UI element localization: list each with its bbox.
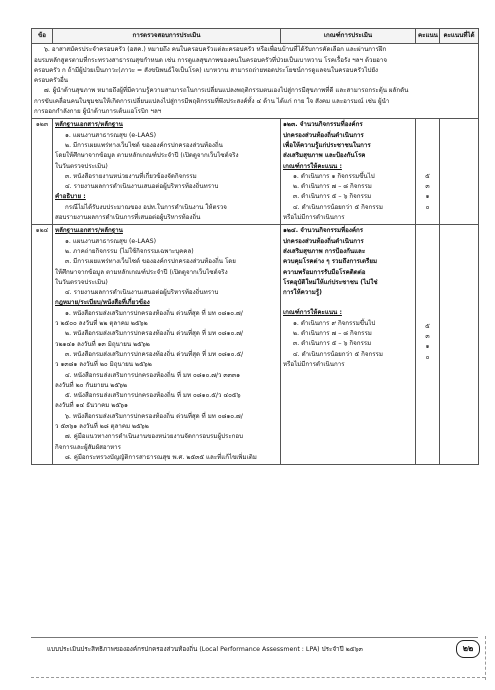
score-value: ๐ (425, 353, 430, 361)
criteria-title-line: ปกครองส่วนท้องถิ่นดำเนินการ (283, 237, 364, 245)
criteria-line: ๓. ดำเนินการ ๕ – ๖ กิจกรรม (293, 193, 372, 201)
score-got-cell (440, 225, 479, 465)
score-value: ๐ (425, 203, 430, 211)
criteria-title-line: ควบคุมโรคต่าง ๆ รวมถึงการเตรียม (283, 258, 378, 266)
intro-line: ๗. ผู้นำด้านสุขภาพ หมายถึงผู้ที่มีความรู้ความสามารถในการเปลี่ยนแปลงพฤติกรรมตนเองไปสู่การมีสุขภาพที่ดี และสามารถกระตุ้น ผลักดัน (44, 87, 409, 95)
criteria-title-line: การให้ความรู้) (283, 289, 322, 297)
criteria-line: ๔. ดำเนินการน้อยกว่า ๕ กิจกรรม (293, 203, 383, 211)
note-line: กรณีไม่ได้รับงบประมาณของ อปท.ในการดำเนินงาน ให้ตรวจ (65, 203, 227, 211)
intro-line: อบรมหลักสูตรตามที่กระทรวงสาธารณสุขกำหนด เช่น การดูแลสุขภาพของคนในครอบครัวที่ป่วยเป็นเบาหวาน โรคเรื้อรัง ฯลฯ ด้วยอาจ (34, 56, 387, 64)
criteria-cell (281, 225, 416, 465)
law-line: ๒. หนังสือกรมส่งเสริมการปกครองท้องถิ่น ด่วนที่สุด ที่ มท ๐๘๑๐.๗/ (65, 330, 243, 338)
score-value: ๑ (425, 343, 430, 351)
evidence-line: ๓. หนังสือรายงานหน่วยงานที่เกี่ยวข้องจัดกิจกรรม (65, 172, 197, 180)
criteria-title-line: ๑๒๔. จำนวนกิจกรรมที่องค์กร (283, 227, 364, 235)
table-row (32, 119, 479, 225)
evidence-line: ๑. แผนงานสาธารณสุข (e-LAAS) (65, 131, 156, 139)
criteria-line: ๑. ดำเนินการ ๑ กิจกรรมขึ้นไป (293, 172, 375, 180)
evidence-line: โดยให้ศึกษาจากข้อมูล ตามหลักเกณฑ์ประจำปี (เปิดดูจากเว็บไซต์จริง (55, 152, 239, 160)
score-cell (416, 119, 440, 225)
criteria-line: ๓. ดำเนินการ ๕ – ๖ กิจกรรม (293, 340, 372, 348)
row-number: ๑๒๓ (32, 119, 53, 225)
criteria-title-line: ปกครองส่วนท้องถิ่นดำเนินการ (283, 131, 364, 139)
note-header: คำอธิบาย : (55, 193, 86, 201)
intro-line: การขับเคลื่อนคนในชุมชนให้เกิดการเปลี่ยนแปลงไปสู่การมีพฤติกรรมที่พึงประสงค์ทั้ง ๔ ด้าน ได้แก่ กาย ใจ สังคม และอารมณ์ เช่น ผู้นำ (34, 97, 390, 105)
score-got-cell (440, 119, 479, 225)
evidence-line: ๔. รายงานผลการดำเนินงานเสนอต่อผู้บริหารท้องถิ่นทราบ (65, 289, 219, 297)
footer-text: แบบประเมินประสิทธิภาพขององค์กรปกครองส่วนท้องถิ่น (Local Performance Assessment : LPA) ประจำปี ๒๕๖๓ (47, 646, 363, 653)
law-line: ๘. คู่มือกระทรวงบัญญัติการสาธารณสุข พ.ศ. ๒๕๓๕ และที่แก้ไขเพิ่มเติม (65, 453, 257, 461)
law-line: ว ๕๓๖๑ ลงวันที่ ๒๘ ตุลาคม ๒๕๖๒ (55, 422, 149, 430)
intro-row (32, 44, 479, 119)
note-line: สอบรายงานผลการดำเนินการที่เสนอต่อผู้บริหารท้องถิ่น (55, 214, 201, 222)
criteria-line: ๔. ดำเนินการน้อยกว่า ๕ กิจกรรม (293, 350, 383, 358)
check-cell (53, 225, 281, 465)
criteria-line: ๒. ดำเนินการ ๗ – ๘ กิจกรรม (293, 330, 372, 338)
evidence-line: ๒. ภาคถ่ายกิจกรรม (ไม่ใช้กิจกรรมเฉพาะบุคคล) (65, 247, 194, 255)
row-number: ๑๒๔ (32, 225, 53, 465)
intro-cell (32, 44, 479, 119)
law-line: ๑. หนังสือกรมส่งเสริมการปกครองท้องถิ่น ด่วนที่สุด ที่ มท ๐๘๑๐.๗/ (65, 309, 243, 317)
evidence-line: ให้ศึกษาจากข้อมูล ตามหลักเกณฑ์ประจำปี (เปิดดูจากเว็บไซต์จริง (55, 268, 228, 276)
criteria-title-line: โรคอุบัติใหม่ให้แก่ประชาชน (ไม่ใช่ (283, 278, 378, 286)
criteria-title-line: เพื่อให้ความรู้แก่ประชาชนในการ (283, 141, 371, 149)
criteria-line: ๒. ดำเนินการ ๗ – ๘ กิจกรรม (293, 183, 372, 191)
score-value: ๕ (425, 322, 430, 330)
law-line: ๗. คู่มือแนวทางการดำเนินงานของหน่วยงานจัดการอบรมผู้ประกอบ (65, 433, 244, 441)
evidence-header: หลักฐานเอกสาร/หลักฐาน (55, 121, 123, 129)
score-value: ๓ (425, 183, 430, 191)
criteria-title-line: ส่งเสริมสุขภาพ และป้องกันโรค (283, 152, 366, 160)
law-line: ว ๑๓๘๑ ลงวันที่ ๒๐ มิถุนายน ๒๕๖๒ (55, 361, 152, 369)
law-line: ลงวันที่ ๑๔ ธันวาคม ๒๕๖๑ (55, 402, 128, 410)
criteria-header: เกณฑ์การให้คะแนน : (283, 162, 342, 170)
law-line: ลงวันที่ ๒๐ กันยายน ๒๕๖๒ (55, 381, 128, 389)
intro-line: การออกกำลังกาย ผู้นำด้านการเต้นแอโรบิก ฯลฯ (34, 108, 162, 116)
evidence-line: ๓. มีการเผยแพร่ทางเว็บไซต์ ขององค์กรปกครองส่วนท้องถิ่น โดย (65, 258, 236, 266)
criteria-line: หรือไม่มีการดำเนินการ (283, 360, 345, 368)
page-footer (31, 637, 478, 660)
law-line: ๔. หนังสือกรมส่งเสริมการปกครองท้องถิ่น ที่ มท ๐๘๑๐.๗/ว ๓๓๓๑ (65, 371, 241, 379)
header-score-got: คะแนนที่ได้ (440, 29, 479, 44)
score-value: ๓ (425, 333, 430, 341)
check-cell (53, 119, 281, 225)
intro-line: ๖. อาสาสมัครประจำครอบครัว (อสค.) หมายถึง คนในครอบครัวแต่ละครอบครัว หรือเพื่อนบ้านที่ได้รับการคัดเลือก และผ่านการฝึก (44, 46, 387, 54)
criteria-cell (281, 119, 416, 225)
dashed-border-right (485, 636, 487, 680)
law-line: ว๒๑๔๑ ลงวันที่ ๑๓ มิถุนายน ๒๕๖๒ (55, 340, 150, 348)
criteria-title-line: ส่งเสริมสุขภาพ การป้องกันและ (283, 247, 366, 255)
header-row (32, 29, 479, 44)
table-row (32, 225, 479, 465)
dashed-border-bottom (31, 677, 485, 679)
score-value: ๕ (425, 172, 430, 180)
evidence-header: หลักฐานเอกสาร/หลักฐาน (55, 227, 123, 235)
evidence-line: ในวันตรวจประเมิน) (55, 278, 108, 286)
intro-line: ครอบครัว ก ถ้ามีผู้ป่วยเป็นภาวะ(ภาวะ = สังขนิพนธ์ใจเป็นโรค) เบาหวาน สามารถถ่ายทอดประโยชน์การดูแลจนในครอบครัวไปยัง (34, 66, 379, 74)
criteria-title-line: ความพร้อมการรับมือโรคติดต่อ (283, 268, 366, 276)
law-header: กฎหมาย/ระเบียบ/หนังสือที่เกี่ยวข้อง (55, 299, 150, 307)
header-criteria: เกณฑ์การประเมิน (281, 29, 416, 44)
page-number: ๒๒ (456, 640, 480, 658)
evidence-line: ๔. รายงานผลการดำเนินงานเสนอต่อผู้บริหารท้องถิ่นทราบ (65, 183, 219, 191)
evidence-line: ในวันตรวจประเมิน) (55, 162, 108, 170)
criteria-line: ๑. ดำเนินการ ๙ กิจกรรมขึ้นไป (293, 319, 376, 327)
header-check: การตรวจสอบการประเมิน (53, 29, 281, 44)
score-value: ๑ (425, 193, 430, 201)
evidence-line: ๑. แผนงานสาธารณสุข (e-LAAS) (65, 237, 156, 245)
law-line: ๕. หนังสือกรมส่งเสริมการปกครองท้องถิ่น ที่ มท ๐๘๑๐.๕/ว ๔๐๕๖ (65, 392, 241, 400)
header-no: ข้อ (32, 29, 53, 44)
evidence-line: ๒. มีการเผยแพร่ทางเว็บไซต์ ขององค์กรปกครองส่วนท้องถิ่น (65, 141, 223, 149)
assessment-table (31, 28, 479, 465)
criteria-header: เกณฑ์การให้คะแนน : (283, 309, 342, 317)
score-cell (416, 225, 440, 465)
criteria-title-line: ๑๒๓. จำนวนกิจกรรมที่องค์กร (283, 121, 363, 129)
law-line: ๖. หนังสือกรมส่งเสริมการปกครองท้องถิ่น ด่วนที่สุด ที่ มท ๐๘๑๐.๗/ (65, 412, 243, 420)
intro-line: ครอบครัวอื่น (34, 77, 68, 85)
criteria-line: หรือไม่มีการดำเนินการ (283, 214, 345, 222)
law-line: ว ๒๕๐๐ ลงวันที่ ๒๒ ตุลาคม ๒๕๖๒ (55, 320, 148, 328)
law-line: กิจการและผู้สัมผัสอาหาร (55, 443, 121, 451)
law-line: ๓. หนังสือกรมส่งเสริมการปกครองท้องถิ่น ด่วนที่สุด ที่ มท ๐๘๑๐.๕/ (65, 350, 244, 358)
header-score: คะแนน (416, 29, 440, 44)
